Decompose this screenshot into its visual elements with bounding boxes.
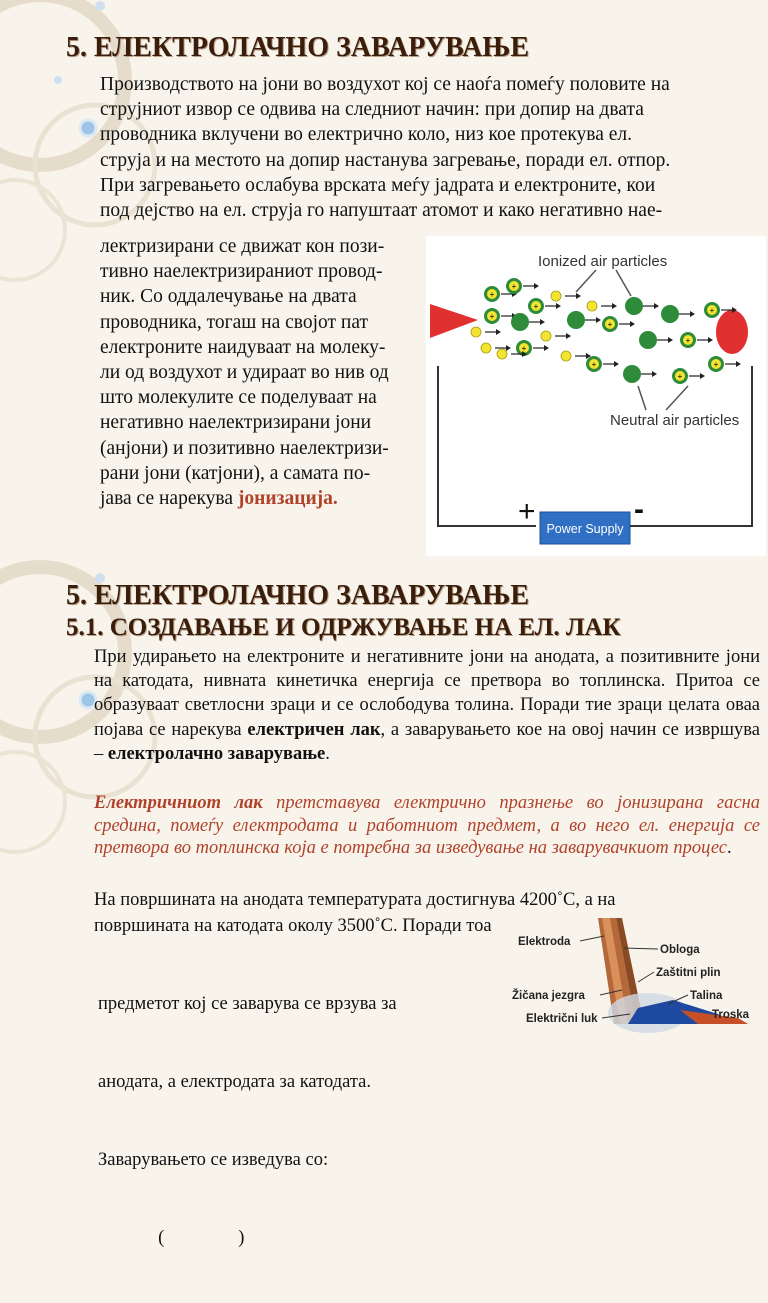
text-line: анодата, а електродата за катодата.	[98, 1072, 371, 1092]
text-fragment: јава се нарекува	[100, 488, 238, 510]
text-fragment: .	[325, 743, 330, 764]
text-line: рани јони (катјони), а самата по-	[100, 462, 371, 484]
ionized-particles-label: Ionized air particles	[538, 253, 668, 270]
text-line: под дејство на ел. струја го напуштаат атомот и како негативно нае-	[100, 200, 663, 222]
slide-2	[0, 572, 768, 1248]
text-line: предметот кој се заварува се врзува за	[98, 994, 397, 1014]
plus-sign: +	[518, 495, 536, 528]
text-line: Производството на јони во воздухот кој се наоѓа помеѓу половите на	[100, 74, 670, 95]
text-line	[100, 486, 440, 511]
minus-sign: -	[634, 493, 644, 526]
text-line: Заварувањето се изведува со:	[98, 1150, 329, 1170]
svg-text:+: +	[677, 372, 683, 381]
slide-2-title: 5. ЕЛЕКТРОЛАЧНО ЗАВАРУВАЊЕ	[66, 580, 530, 611]
text-fragment: При удирањето на електроните и негативните јони на анодата, а позитивните јони на катодата, нивната кинетичка енергија се претвора во топлинска. Притоа се образуваат светлосни зраци и се ослободува толина. Поради тие зраци целата оваа појава се нарекува	[94, 647, 760, 740]
slide-1	[0, 0, 768, 572]
text-line: површината на катодата околу 3500˚С. Поради тоа	[94, 916, 492, 936]
intro-paragraph	[100, 72, 760, 223]
power-supply-label: Power Supply	[546, 522, 624, 536]
label-elektricni-luk: Električni luk	[526, 1013, 598, 1025]
text-line: струја и на местото на допир настанува загревање, поради ел. отпор.	[100, 149, 671, 171]
text-line: што молекулите се поделуваат на	[100, 387, 377, 409]
svg-text:+: +	[489, 312, 495, 321]
paragraph-3-cont	[98, 939, 458, 1303]
text-line: негативно наелектризирани јони	[100, 412, 372, 434]
term-arc-welding: електролачно заварување	[107, 743, 326, 764]
text-line: проводника вклучени во електрично коло, низ кое протекува ел.	[100, 124, 633, 146]
neutral-particles-label: Neutral air particles	[610, 412, 740, 429]
text-line: ли од воздухот и удираат во нив од	[100, 362, 389, 384]
label-obloga: Obloga	[660, 944, 700, 956]
text-fragment: претставува електрично празнење во јонизирана гасна средина, помеѓу електродата и работниот предмет, а во него ел. енергија се претвора во топлинска која е потребна за изведување на заварувачкиот процес	[94, 793, 760, 859]
text-line: тивно наелектризираниот провод-	[100, 261, 383, 283]
label-talina: Talina	[690, 990, 723, 1002]
svg-text:+: +	[685, 336, 691, 345]
ionization-diagram	[426, 236, 766, 556]
label-zicana-jezgra: Žičana jezgra	[512, 990, 585, 1002]
svg-text:+: +	[709, 306, 715, 315]
svg-text:+: +	[533, 302, 539, 311]
text-line: проводника, тогаш на својот пат	[100, 311, 368, 333]
label-zastitni-plin: Zaštitni plin	[656, 967, 721, 979]
text-line: лектризирани се движат кон пози-	[100, 236, 385, 257]
svg-text:+: +	[591, 360, 597, 369]
svg-text:+: +	[511, 282, 517, 291]
svg-text:+: +	[489, 290, 495, 299]
side-paragraph	[100, 234, 440, 511]
text-line: ( )	[98, 1228, 245, 1248]
ionization-term: јонизација.	[237, 488, 338, 510]
slide-2-subtitle: 5.1. СОЗДАВАЊЕ И ОДРЖУВАЊЕ НА ЕЛ. ЛАК	[66, 614, 621, 641]
text-line: При загревањето ослабува врската меѓу јадрата и електроните, кои	[100, 174, 656, 196]
slide-1-title: 5. ЕЛЕКТРОЛАЧНО ЗАВАРУВАЊЕ	[66, 32, 530, 63]
text-line: На површината на анодата температурата достигнува 4200˚С, а на	[94, 890, 616, 910]
text-line: електроните наидуваат на молеку-	[100, 336, 386, 358]
svg-text:+: +	[713, 360, 719, 369]
electrode-figure	[498, 918, 768, 1024]
paragraph-1	[94, 645, 760, 766]
term-electric-arc: електричен лак	[247, 719, 381, 740]
negative-electrode-icon	[716, 310, 748, 354]
term-electric-arc-definition: Електричниот лак	[94, 793, 263, 813]
text-fragment: .	[727, 838, 732, 859]
svg-text:+: +	[607, 320, 613, 329]
svg-text:+: +	[521, 344, 527, 353]
text-fragment: , а заварувањето кое на овој начин се извршува –	[94, 719, 760, 764]
text-line: (анјони) и позитивно наелектризи-	[100, 437, 389, 459]
text-line: струјниот извор се одвива на следниот начин: при допир на двата	[100, 99, 644, 121]
label-troska: Troska	[712, 1009, 750, 1021]
label-elektroda: Elektroda	[518, 936, 571, 948]
text-line: ник. Со оддалечување на двата	[100, 286, 357, 308]
paragraph-2	[94, 792, 760, 860]
